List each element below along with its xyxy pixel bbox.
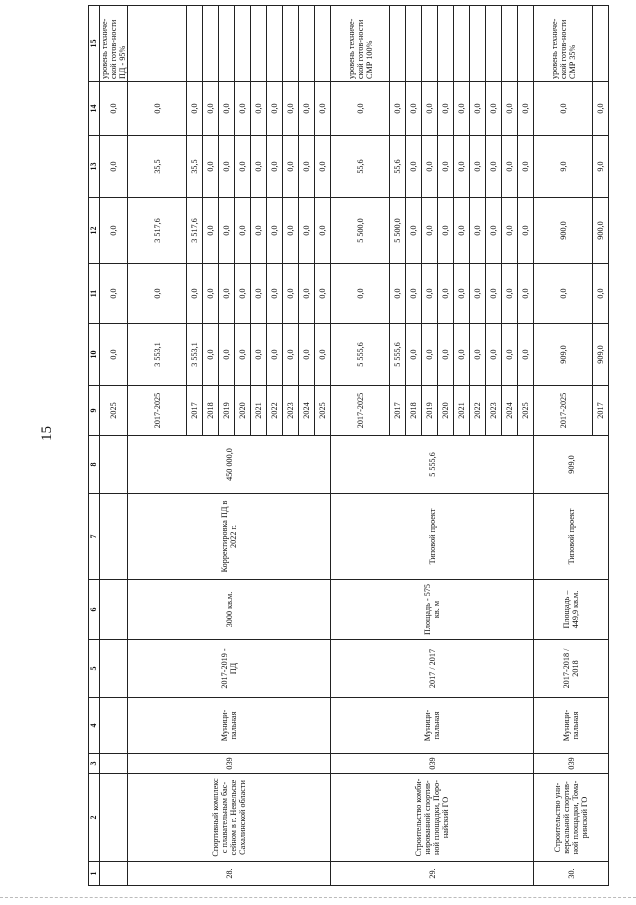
code-cell: 039 [331,754,534,774]
code-cell: 039 [534,754,609,774]
year-value-cell: 0,0 [283,82,299,136]
year-value-cell: 0,0 [438,198,454,264]
year-value-cell: 2019 [219,386,235,436]
year-value-cell: 0,0 [518,198,534,264]
year-value-cell: 0,0 [203,136,219,198]
year-value-cell: 0,0 [502,82,518,136]
year-value-cell: 2021 [251,386,267,436]
table-cell [100,774,128,862]
year-value-cell: 2024 [502,386,518,436]
year-value-cell: 0,0 [438,82,454,136]
year-value-cell: 0,0 [470,136,486,198]
empty-cell [203,6,219,82]
year-value-cell: 0,0 [251,198,267,264]
year-value-cell: 0,0 [251,264,267,324]
year-value-cell: 0,0 [406,136,422,198]
year-value-cell: 9,0 [593,136,609,198]
capacity-cell: 3000 кв.м. [128,580,331,640]
table-cell [100,698,128,754]
year-value-cell: 0,0 [422,136,438,198]
column-header: 4 [89,698,100,754]
row-number: 29. [331,862,534,886]
rotated-table-area [88,6,618,886]
capacity-cell: Площадь - 575 кв. м [331,580,534,640]
column-header: 10 [89,324,100,386]
year-value-cell: 0,0 [283,136,299,198]
year-value-cell: 0,0 [390,264,406,324]
year-value-cell: 0,0 [454,198,470,264]
year-value-cell: 0,0 [299,136,315,198]
year-value-cell: 0,0 [267,136,283,198]
year-value-cell: 2024 [299,386,315,436]
table-row [331,6,390,886]
year-value-cell: 55,6 [390,136,406,198]
project-name: Строительство комби-нированной спортив-ной площадки, Поро-найский ГО [331,774,534,862]
year-value-cell: 0,0 [454,136,470,198]
year-value-cell: 2017 [593,386,609,436]
note-cell: Типовой проект [534,494,609,580]
empty-cell [470,6,486,82]
column-header: 11 [89,264,100,324]
year-value-cell: 0,0 [406,324,422,386]
table-cell [100,580,128,640]
year-value-cell: 2017 [187,386,203,436]
empty-cell [267,6,283,82]
year-value-cell: 0,0 [187,264,203,324]
year-value-cell: 0,0 [299,198,315,264]
column-header: 9 [89,386,100,436]
summary-cell: 0,0 [534,82,593,136]
year-value-cell: 0,0 [470,264,486,324]
summary-cell: 0,0 [331,82,390,136]
year-value-cell: 0,0 [283,324,299,386]
empty-cell [315,6,331,82]
year-value-cell: 2023 [283,386,299,436]
year-value-cell: 5 555,6 [390,324,406,386]
empty-cell [187,6,203,82]
year-value-cell: 0,0 [422,264,438,324]
year-value-cell: 0,0 [315,264,331,324]
summary-cell: 0,0 [331,264,390,324]
year-value-cell: 2020 [235,386,251,436]
year-value-cell: 35,5 [187,136,203,198]
year-value-cell: 0,0 [235,264,251,324]
year-value-cell: 900,0 [593,198,609,264]
empty-cell [454,6,470,82]
status-cell [128,6,187,82]
table-cell: 0,0 [100,264,128,324]
row-number: 28. [128,862,331,886]
year-value-cell: 0,0 [454,324,470,386]
table-cell [100,862,128,886]
empty-cell [593,6,609,82]
year-value-cell: 0,0 [454,264,470,324]
status-cell: уровень техниче-ской готов-ности СМР 100% [331,6,390,82]
year-value-cell: 0,0 [251,82,267,136]
year-value-cell: 0,0 [251,324,267,386]
summary-cell: 909,0 [534,324,593,386]
year-value-cell: 0,0 [267,264,283,324]
table-row [534,6,593,886]
year-value-cell: 0,0 [235,82,251,136]
investment-table [88,5,609,886]
year-value-cell: 2023 [486,386,502,436]
year-value-cell: 0,0 [299,82,315,136]
summary-cell: 35,5 [128,136,187,198]
empty-cell [390,6,406,82]
cost-cell: 450 000,0 [128,436,331,494]
year-value-cell: 0,0 [299,264,315,324]
column-header: 2 [89,774,100,862]
table-cell [100,494,128,580]
period-cell: 2017-2019 - ПД [128,640,331,698]
page-number: 15 [39,426,55,441]
year-value-cell: 0,0 [283,198,299,264]
status-cell: уровень техниче-ской готов-ности СМР 35% [534,6,593,82]
empty-cell [438,6,454,82]
column-header: 3 [89,754,100,774]
summary-cell: 2017-2025 [128,386,187,436]
year-value-cell: 0,0 [518,136,534,198]
year-value-cell: 0,0 [593,82,609,136]
table-cell: 2025 [100,386,128,436]
project-name: Спортивный комплекс с плавательным бас-сейном в г. Невельске Сахалинской области [128,774,331,862]
column-header: 15 [89,6,100,82]
code-cell: 039 [128,754,331,774]
column-header: 12 [89,198,100,264]
year-value-cell: 0,0 [235,324,251,386]
year-value-cell: 2022 [470,386,486,436]
table-cell: 0,0 [100,82,128,136]
year-value-cell: 2018 [203,386,219,436]
year-value-cell: 0,0 [406,264,422,324]
row-number: 30. [534,862,609,886]
column-header: 14 [89,82,100,136]
year-value-cell: 0,0 [267,198,283,264]
column-header: 1 [89,862,100,886]
year-value-cell: 0,0 [315,136,331,198]
table-row [128,6,187,886]
empty-cell [219,6,235,82]
capacity-cell: Площадь – 449,9 кв.м. [534,580,609,640]
period-cell: 2017 / 2017 [331,640,534,698]
table-cell [100,640,128,698]
ownership-cell: Муници-пальная [128,698,331,754]
summary-cell: 2017-2025 [331,386,390,436]
year-value-cell: 0,0 [267,82,283,136]
empty-cell [406,6,422,82]
year-value-cell: 0,0 [203,82,219,136]
year-value-cell: 0,0 [219,82,235,136]
column-header: 7 [89,494,100,580]
year-value-cell: 0,0 [235,198,251,264]
table-cell: уровень техниче-ской готов-ности ПД - 95% [100,6,128,82]
summary-cell: 0,0 [534,264,593,324]
year-value-cell: 0,0 [187,82,203,136]
year-value-cell: 2017 [390,386,406,436]
summary-cell: 0,0 [128,264,187,324]
year-value-cell: 0,0 [406,198,422,264]
summary-cell: 3 517,6 [128,198,187,264]
year-value-cell: 0,0 [203,198,219,264]
table-cell [100,754,128,774]
table-row [89,6,100,886]
year-value-cell: 2020 [438,386,454,436]
ownership-cell: Муници-пальная [331,698,534,754]
year-value-cell: 909,0 [593,324,609,386]
table-cell [100,436,128,494]
year-value-cell: 0,0 [235,136,251,198]
year-value-cell: 0,0 [486,264,502,324]
cost-cell: 909,0 [534,436,609,494]
year-value-cell: 0,0 [251,136,267,198]
year-value-cell: 0,0 [518,264,534,324]
year-value-cell: 3 517,6 [187,198,203,264]
year-value-cell: 2025 [518,386,534,436]
project-name: Строительство уни-версальной спортив-ной площадки, Тома-ринский ГО [534,774,609,862]
year-value-cell: 0,0 [438,136,454,198]
table-container [88,6,618,886]
empty-cell [299,6,315,82]
empty-cell [283,6,299,82]
summary-cell: 5 555,6 [331,324,390,386]
year-value-cell: 0,0 [422,82,438,136]
column-header: 13 [89,136,100,198]
year-value-cell: 0,0 [203,264,219,324]
year-value-cell: 0,0 [315,324,331,386]
year-value-cell: 0,0 [470,82,486,136]
column-header: 8 [89,436,100,494]
empty-cell [251,6,267,82]
column-header: 5 [89,640,100,698]
year-value-cell: 0,0 [219,136,235,198]
year-value-cell: 2019 [422,386,438,436]
year-value-cell: 0,0 [283,264,299,324]
summary-cell: 2017-2025 [534,386,593,436]
year-value-cell: 0,0 [593,264,609,324]
year-value-cell: 0,0 [390,82,406,136]
year-value-cell: 0,0 [470,324,486,386]
year-value-cell: 2018 [406,386,422,436]
year-value-cell: 0,0 [267,324,283,386]
empty-cell [486,6,502,82]
year-value-cell: 0,0 [422,198,438,264]
year-value-cell: 0,0 [518,324,534,386]
empty-cell [502,6,518,82]
year-value-cell: 0,0 [486,198,502,264]
table-body [89,6,609,886]
table-cell: 0,0 [100,324,128,386]
column-header: 6 [89,580,100,640]
year-value-cell: 0,0 [422,324,438,386]
year-value-cell: 0,0 [502,264,518,324]
year-value-cell: 0,0 [219,324,235,386]
year-value-cell: 0,0 [486,324,502,386]
period-cell: 2017-2018 / 2018 [534,640,609,698]
empty-cell [422,6,438,82]
year-value-cell: 0,0 [502,198,518,264]
year-value-cell: 0,0 [502,136,518,198]
year-value-cell: 0,0 [502,324,518,386]
year-value-cell: 0,0 [486,82,502,136]
note-cell: Типовой проект [331,494,534,580]
scan-edge-line [0,897,636,899]
year-value-cell: 0,0 [518,82,534,136]
table-row [100,6,128,886]
year-value-cell: 0,0 [299,324,315,386]
year-value-cell: 0,0 [203,324,219,386]
summary-cell: 0,0 [128,82,187,136]
year-value-cell: 0,0 [219,198,235,264]
year-value-cell: 0,0 [486,136,502,198]
summary-cell: 9,0 [534,136,593,198]
summary-cell: 5 500,0 [331,198,390,264]
year-value-cell: 0,0 [315,198,331,264]
year-value-cell: 0,0 [470,198,486,264]
year-value-cell: 2022 [267,386,283,436]
summary-cell: 900,0 [534,198,593,264]
summary-cell: 3 553,1 [128,324,187,386]
table-cell: 0,0 [100,198,128,264]
empty-cell [235,6,251,82]
year-value-cell: 0,0 [438,324,454,386]
year-value-cell: 0,0 [438,264,454,324]
empty-cell [518,6,534,82]
year-value-cell: 0,0 [219,264,235,324]
year-value-cell: 0,0 [454,82,470,136]
table-cell: 0,0 [100,136,128,198]
year-value-cell: 2021 [454,386,470,436]
year-value-cell: 3 553,1 [187,324,203,386]
year-value-cell: 0,0 [315,82,331,136]
cost-cell: 5 555,6 [331,436,534,494]
year-value-cell: 2025 [315,386,331,436]
year-value-cell: 0,0 [406,82,422,136]
ownership-cell: Муници-пальная [534,698,609,754]
note-cell: Корректировка ПД в 2022 г. [128,494,331,580]
summary-cell: 55,6 [331,136,390,198]
year-value-cell: 5 500,0 [390,198,406,264]
